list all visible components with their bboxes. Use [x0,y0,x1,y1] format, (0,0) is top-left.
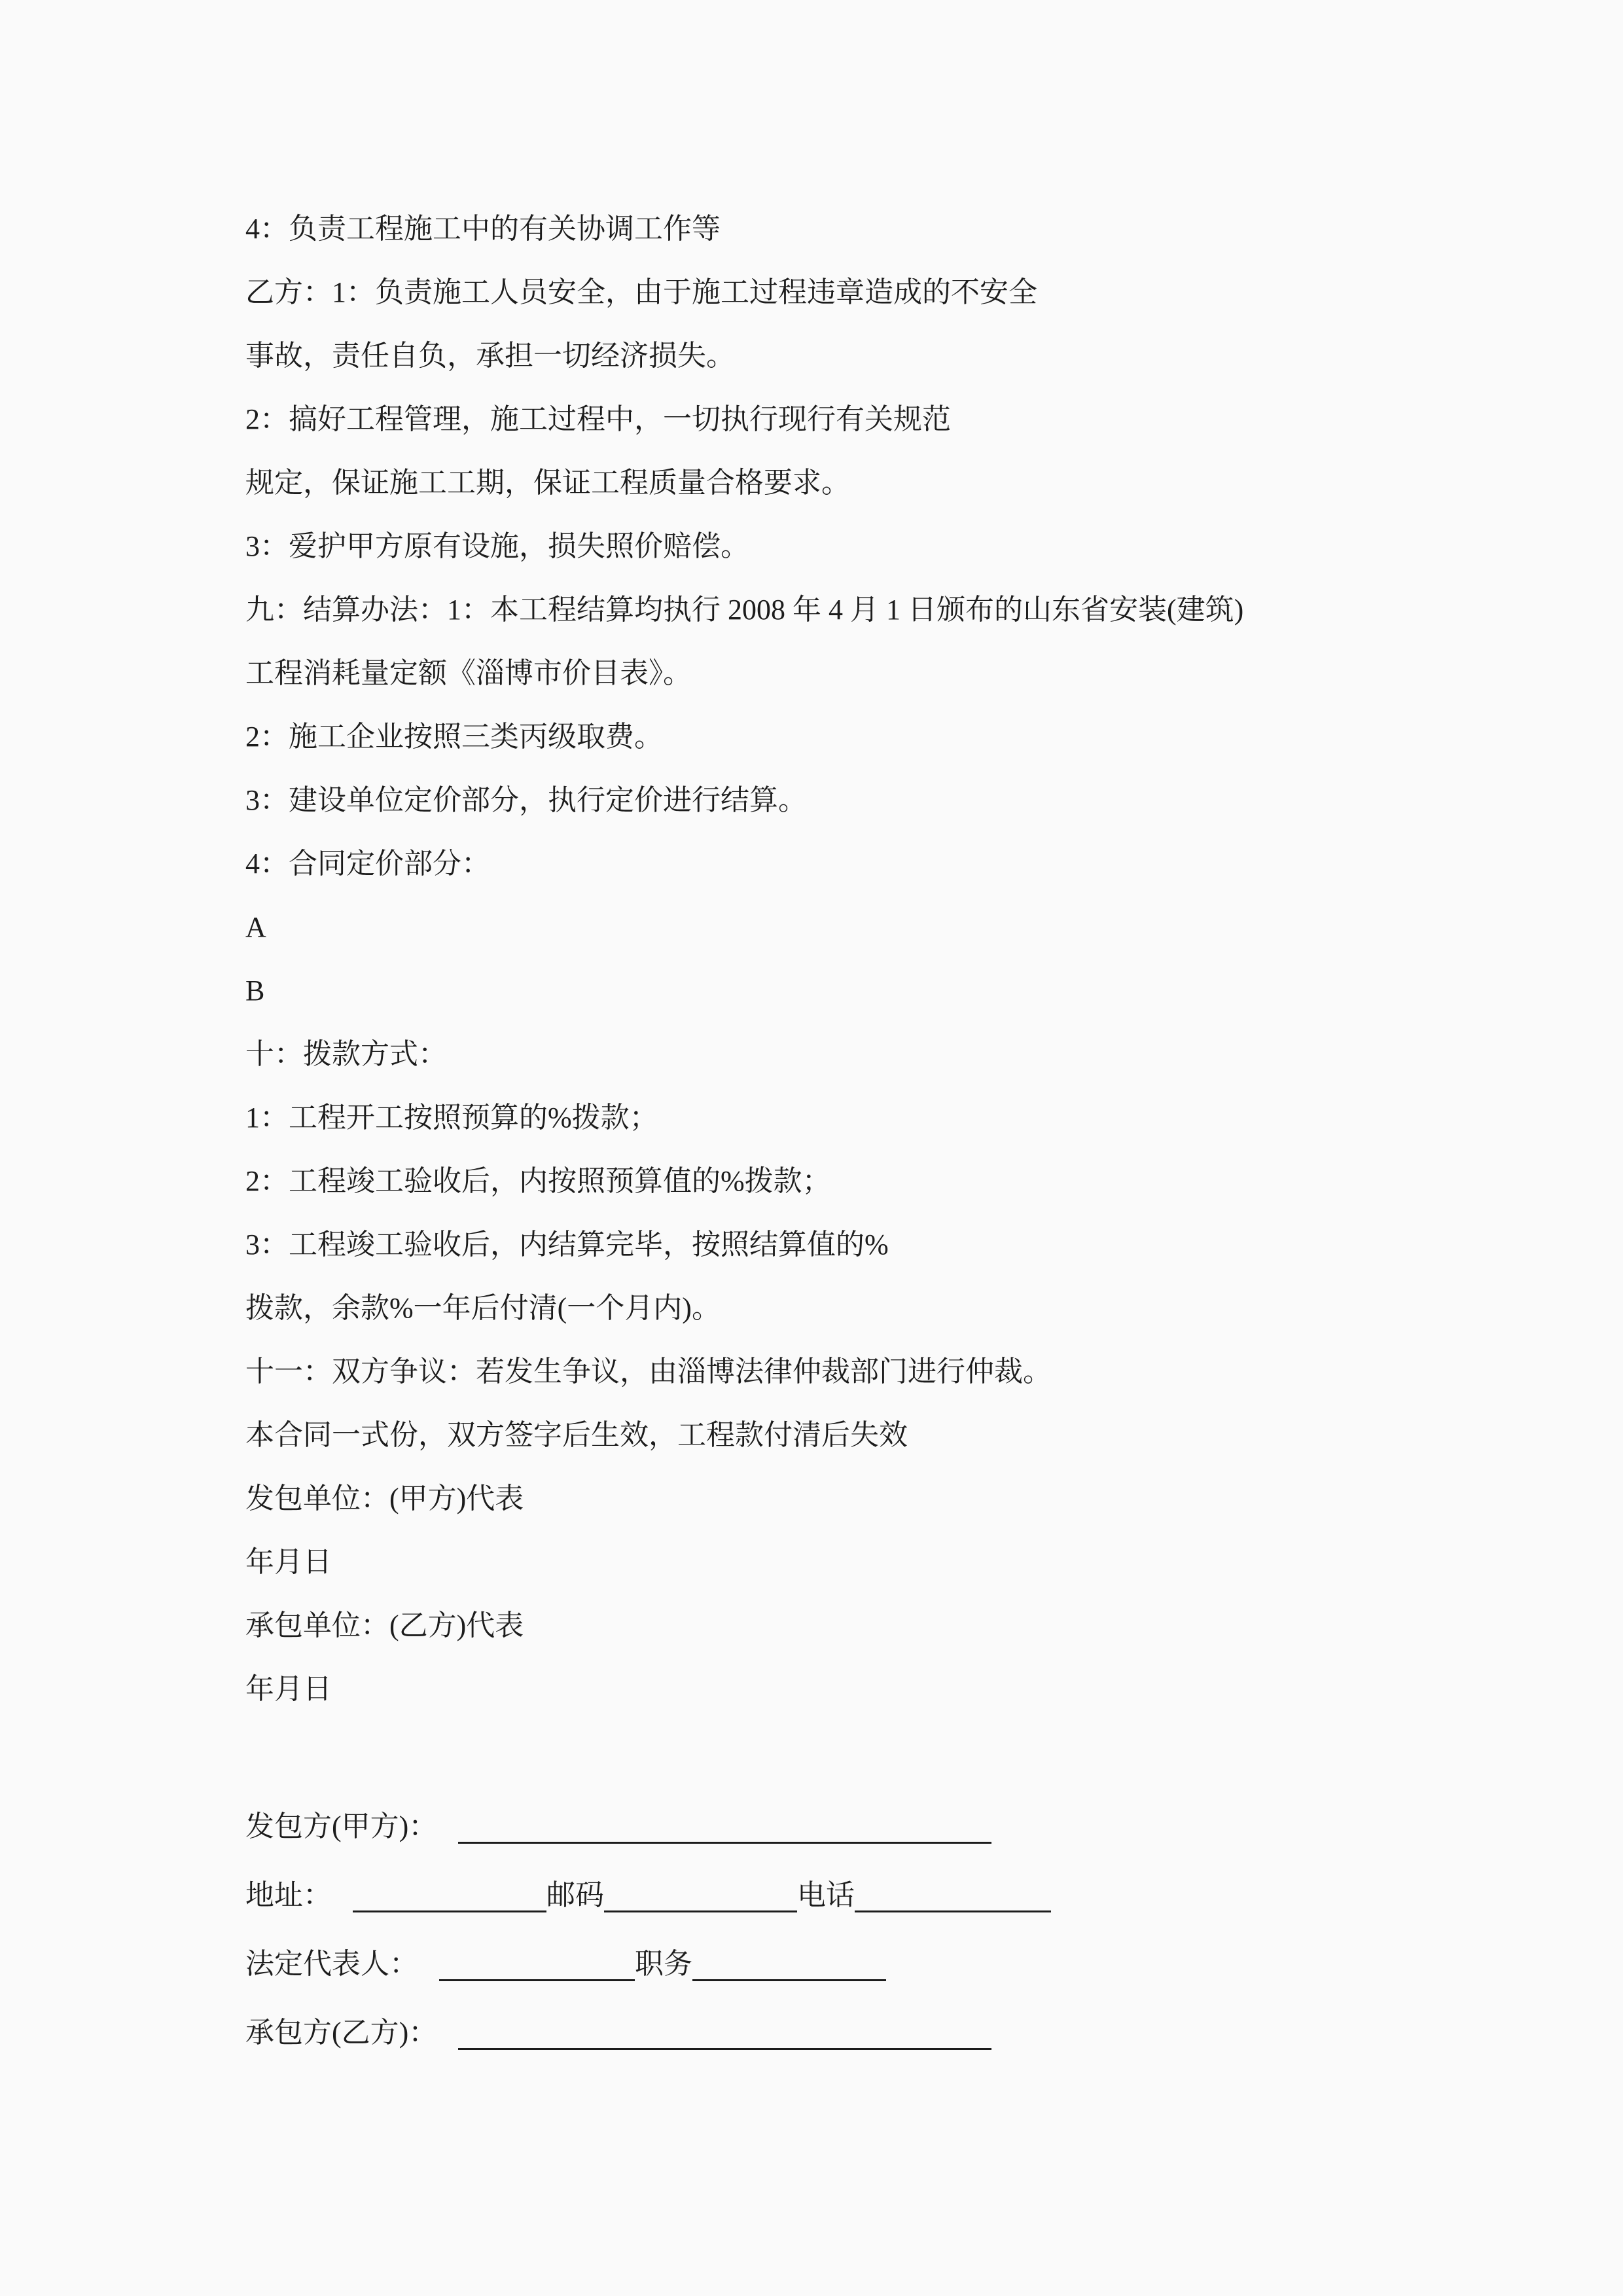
contract-line: 十：拨款方式： [245,1038,447,1070]
contract-line: 3：建设单位定价部分，执行定价进行结算。 [245,784,807,816]
contract-line: 2：工程竣工验收后，内按照预算值的%拨款； [245,1165,831,1197]
contract-line: 1：工程开工按照预算的%拨款； [245,1102,658,1134]
field-label: 地址： [245,1879,332,1911]
contract-line: 工程消耗量定额《淄博市价目表》。 [245,657,692,689]
contract-line: 承包单位：(乙方)代表 [245,1609,524,1641]
contract-line: 4：合同定价部分： [245,848,490,880]
contract-line: 4：负责工程施工中的有关协调工作等 [245,213,721,245]
contract-line: 2：施工企业按照三类丙级取费。 [245,721,663,753]
blank-underline [458,2045,991,2050]
blank-underline [439,1977,635,1981]
field-label: 法定代表人： [245,1948,418,1980]
field-label: 邮码 [546,1879,604,1911]
field-label: 电话 [797,1879,855,1911]
contract-line: 3：爱护甲方原有设施，损失照价赔偿。 [245,530,749,562]
contract-line: 发包单位：(甲方)代表 [245,1482,524,1515]
address-line [245,1861,1414,1929]
contract-line: 十一：双方争议：若发生争议，由淄博法律仲裁部门进行仲裁。 [245,1355,1052,1388]
field-label: 承包方(乙方)： [245,2017,438,2049]
contract-line: 3：工程竣工验收后，内结算完毕，按照结算值的% [245,1229,889,1261]
contract-line: 乙方：1：负责施工人员安全，由于施工过程违章造成的不安全 [245,276,1037,308]
legal-rep-line [245,1929,1414,1998]
blank-underline [855,1908,1051,1912]
blank-line [245,1721,1414,1792]
contract-line: A [245,911,266,943]
contract-line: 事故，责任自负，承担一切经济损失。 [245,340,735,372]
field-label: 职务 [635,1948,692,1980]
contract-line: B [245,975,265,1007]
blank-underline [604,1908,797,1912]
contract-line: 拨款，余款%一年后付清(一个月内)。 [245,1292,721,1324]
party-a-signature-line [245,1792,1414,1861]
contract-line: 年月日 [245,1546,332,1578]
contract-line: 九：结算办法：1：本工程结算均执行 2008 年 4 月 1 日颁布的山东省安装(建筑) [245,594,1244,626]
contract-line: 年月日 [245,1673,332,1705]
blank-underline [353,1908,546,1912]
blank-underline [458,1839,991,1844]
blank-underline [692,1977,886,1981]
contract-line: 2：搞好工程管理，施工过程中，一切执行现行有关规范 [245,403,951,435]
field-label: 发包方(甲方)： [245,1810,438,1842]
party-b-signature-line [245,1998,1414,2067]
contract-line: 本合同一式份，双方签字后生效，工程款付清后失效 [245,1419,908,1451]
contract-line: 规定，保证施工工期，保证工程质量合格要求。 [245,467,850,499]
